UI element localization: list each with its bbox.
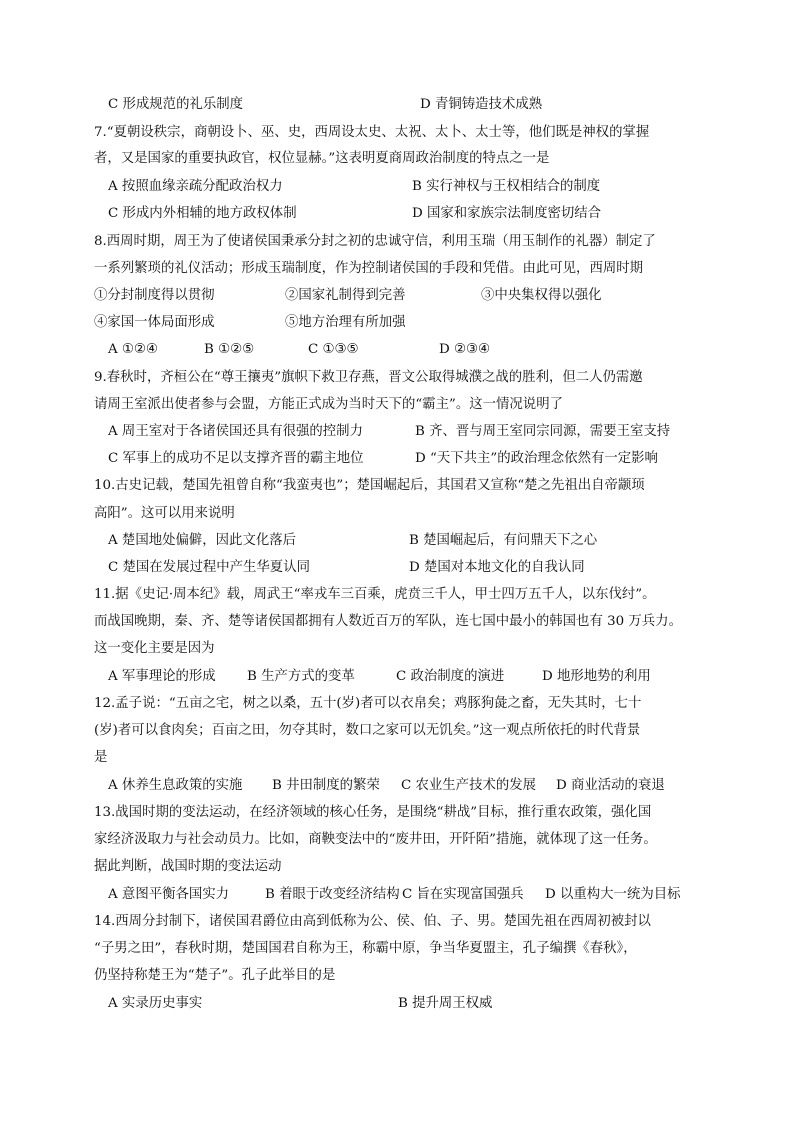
- q6-option-d[interactable]: D 青铜铸造技术成熟: [420, 97, 543, 112]
- q11-stem-line: 11.据《史记·周本纪》载，周武王“率戎车三百乘，虎贲三千人，甲士四万五千人，以东伐纣”。: [94, 587, 656, 602]
- q6-option-c[interactable]: C 形成规范的礼乐制度: [108, 97, 244, 112]
- q8-option-c[interactable]: C ①③⑤: [308, 342, 359, 357]
- q12-stem-line: 是: [94, 750, 108, 765]
- q14-option-b[interactable]: B 提升周王权威: [398, 996, 493, 1011]
- q11-option-b[interactable]: B 生产方式的变革: [247, 669, 355, 684]
- q10-stem-line: 高阳”。这可以用来说明: [94, 506, 235, 521]
- q8-item-1: ①分封制度得以贯彻: [94, 288, 215, 303]
- q14-stem-line: 14.西周分封制下，诸侯国君爵位由高到低称为公、侯、伯、子、男。楚国先祖在西周初被封以: [94, 914, 651, 929]
- q13-option-a[interactable]: A 意图平衡各国实力: [108, 887, 230, 902]
- q10-stem-line: 10.古史记载，楚国先祖曾自称“我蛮夷也”；楚国崛起后，其国君又宣称“楚之先祖出自帝颛顼: [94, 478, 645, 493]
- q14-option-a[interactable]: A 实录历史事实: [108, 996, 203, 1011]
- q12-option-c[interactable]: C 农业生产技术的发展: [401, 778, 537, 793]
- q12-option-a[interactable]: A 休养生息政策的实施: [108, 778, 243, 793]
- q11-option-d[interactable]: D 地形地势的利用: [542, 669, 651, 684]
- q8-item-3: ③中央集权得以强化: [481, 288, 602, 303]
- q8-stem-line: 8.西周时期，周王为了使诸侯国秉承分封之初的忠诚守信，利用玉瑞（用玉制作的礼器）制定了: [94, 234, 656, 249]
- q8-option-b[interactable]: B ①②⑤: [204, 342, 255, 357]
- q7-stem-line: 者，又是国家的重要执政官，权位显赫。”这表明夏商周政治制度的特点之一是: [94, 151, 550, 166]
- q10-option-b[interactable]: B 楚国崛起后，有问鼎天下之心: [409, 533, 598, 548]
- q9-option-a[interactable]: A 周王室对于各诸侯国还具有很强的控制力: [108, 424, 363, 439]
- q10-option-a[interactable]: A 楚国地处偏僻，因此文化落后: [108, 533, 297, 548]
- q10-option-c[interactable]: C 楚国在发展过程中产生华夏认同: [108, 560, 310, 575]
- q8-item-2: ②国家礼制得到完善: [285, 288, 406, 303]
- q7-option-b[interactable]: B 实行神权与王权相结合的制度: [412, 179, 601, 194]
- q13-stem-line: 13.战国时期的变法运动，在经济领域的核心任务，是围绕“耕战”目标，推行重农政策，强化国: [94, 805, 652, 820]
- q12-stem-line: 12.孟子说：“五亩之宅，树之以桑，五十(岁)者可以衣帛矣；鸡豚狗彘之畜，无失其时，七十: [94, 696, 642, 711]
- q7-option-a[interactable]: A 按照血缘亲疏分配政治权力: [108, 179, 283, 194]
- q7-option-c[interactable]: C 形成内外相辅的地方政权体制: [108, 206, 297, 221]
- q13-stem-line: 家经济汲取力与社会动员力。比如，商鞅变法中的“废井田，开阡陌”措施，就体现了这一任务。: [94, 832, 657, 847]
- q11-option-a[interactable]: A 军事理论的形成: [108, 669, 216, 684]
- q12-option-d[interactable]: D 商业活动的衰退: [556, 778, 665, 793]
- q13-option-d[interactable]: D 以重构大一统为目标: [545, 887, 681, 902]
- q13-option-b[interactable]: B 着眼于改变经济结构: [265, 887, 400, 902]
- q8-option-d[interactable]: D ②③④: [439, 342, 491, 357]
- q12-option-b[interactable]: B 井田制度的繁荣: [272, 778, 380, 793]
- q9-stem-line: 请周王室派出使者参与会盟，方能正式成为当时天下的“霸主”。这一情况说明了: [94, 397, 563, 412]
- q8-item-5: ⑤地方治理有所加强: [285, 315, 406, 330]
- q13-option-c[interactable]: C 旨在实现富国强兵: [402, 887, 524, 902]
- q8-stem-line: 一系列繁琐的礼仪活动；形成玉瑞制度，作为控制诸侯国的手段和凭借。由此可见，西周时期: [94, 261, 644, 276]
- q9-stem-line: 9.春秋时，齐桓公在“尊王攘夷”旗帜下救卫存燕，晋文公取得城濮之战的胜利，但二人仍需邀: [94, 370, 643, 385]
- q12-stem-line: (岁)者可以食肉矣；百亩之田，勿夺其时，数口之家可以无饥矣。”这一观点所依托的时代背景: [94, 723, 641, 738]
- q8-option-a[interactable]: A ①②④: [108, 342, 158, 357]
- q14-stem-line: “子男之田”，春秋时期，楚国国君自称为王，称霸中原，争当华夏盟主，孔子编撰《春秋》，: [94, 941, 637, 956]
- q9-option-c[interactable]: C 军事上的成功不足以支撑齐晋的霸主地位: [108, 451, 364, 466]
- q11-stem-line: 而战国晚期，秦、齐、楚等诸侯国都拥有人数近百万的军队，连七国中最小的韩国也有 30 万兵力。: [94, 614, 682, 629]
- q11-stem-line: 这一变化主要是因为: [94, 641, 215, 656]
- q10-option-d[interactable]: D 楚国对本地文化的自我认同: [409, 560, 585, 575]
- q9-option-d[interactable]: D “天下共主”的政治理念依然有一定影响: [415, 451, 658, 466]
- q14-stem-line: 仍坚持称楚王为“楚子”。孔子此举目的是: [94, 968, 336, 983]
- q13-stem-line: 据此判断，战国时期的变法运动: [94, 859, 282, 874]
- q9-option-b[interactable]: B 齐、晋与周王室同宗同源，需要王室支持: [415, 424, 671, 439]
- q7-option-d[interactable]: D 国家和家族宗法制度密切结合: [412, 206, 602, 221]
- q8-item-4: ④家国一体局面形成: [94, 315, 215, 330]
- q11-option-c[interactable]: C 政治制度的演进: [396, 669, 505, 684]
- q7-stem-line: 7.“夏朝设秩宗，商朝设卜、巫、史，西周设太史、太祝、太卜、太士等，他们既是神权的掌握: [94, 125, 650, 140]
